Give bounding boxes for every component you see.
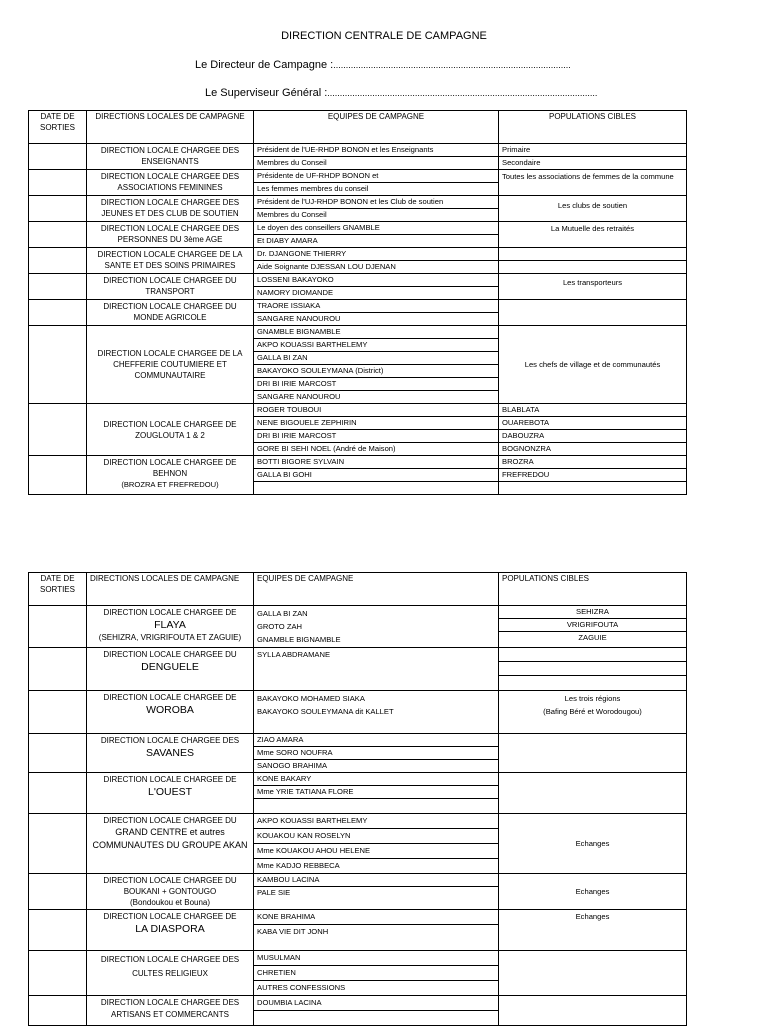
equipe-item: KABA VIE DIT JONH <box>257 927 329 936</box>
date-cell <box>29 222 87 248</box>
population-item: La Mutuelle des retraités <box>550 224 635 233</box>
equipes-cell <box>254 248 499 274</box>
equipe-item: DRI BI IRIE MARCOST <box>254 430 498 443</box>
direction-cell <box>87 874 254 910</box>
equipe-item: SANOGO BRAHIMA <box>257 761 328 770</box>
equipes-cell <box>254 691 499 734</box>
equipe-item: NENE BIGOUELE ZEPHIRIN <box>254 417 498 430</box>
equipes-cell <box>254 144 499 170</box>
direction-note: (SEHIZRA, VRIGRIFOUTA ET ZAGUIE) <box>98 633 242 642</box>
equipe-item: ROGER TOUBOUI <box>254 404 498 417</box>
date-cell <box>29 648 87 691</box>
equipe-item: Membres du Conseil <box>257 158 327 167</box>
equipe-item: KONE BRAHIMA <box>254 910 498 925</box>
equipe-item <box>254 799 498 813</box>
direction-cell <box>87 996 254 1026</box>
equipes-cell <box>254 326 499 404</box>
header-date: DATE DE SORTIES <box>29 111 87 144</box>
populations-cell <box>499 196 687 222</box>
direction-prefix: DIRECTION LOCALE CHARGEE DU <box>103 816 237 825</box>
equipes-cell <box>254 274 499 300</box>
direction-cell <box>87 773 254 814</box>
equipe-item: Présidente de UF-RHDP BONON et <box>254 170 498 183</box>
equipe-item: GORE BI SEHI NOEL (André de Maison) <box>257 444 396 453</box>
populations-cell <box>499 874 687 910</box>
population-item <box>499 676 686 689</box>
table-row <box>29 773 687 814</box>
population-item: Les trois régions <box>564 694 621 703</box>
equipe-item: KONE BAKARY <box>254 773 498 786</box>
equipe-item: BOTTI BIGORE SYLVAIN <box>254 456 498 469</box>
equipe-item: Mme YRIE TATIANA FLORE <box>254 786 498 799</box>
date-cell <box>29 456 87 495</box>
populations-cell <box>499 144 687 170</box>
population-item: Les transporteurs <box>562 278 623 287</box>
populations-cell <box>499 734 687 773</box>
date-cell <box>29 874 87 910</box>
table-row <box>29 874 687 910</box>
population-item: ZAGUIE <box>578 633 607 642</box>
populations-cell <box>499 996 687 1026</box>
direction-cell: DIRECTION LOCALE CHARGEE DE LA CHEFFERIE COUTUMIERE ET COMMUNAUTAIRE <box>87 326 254 404</box>
header-equipes: EQUIPES DE CAMPAGNE <box>254 111 499 144</box>
header-directions: DIRECTIONS LOCALES DE CAMPAGNE <box>87 573 254 606</box>
equipe-item: Mme KADJO REBBECA <box>257 861 340 870</box>
superviseur-label: Le Superviseur Général : <box>205 87 328 99</box>
direction-prefix: DIRECTION LOCALE CHARGEE DE <box>103 775 237 784</box>
population-item: BOGNONZRA <box>502 444 551 453</box>
direction-region: GRAND CENTRE et autres COMMUNAUTES DU GROUPE AKAN <box>92 827 248 850</box>
populations-cell <box>499 222 687 248</box>
equipe-item: GNAMBLE BIGNAMBLE <box>254 326 498 339</box>
table-row <box>29 606 687 648</box>
table-header-row <box>29 111 687 144</box>
equipes-cell <box>254 648 499 691</box>
direction-region: FLAYA <box>154 619 186 631</box>
population-item: Primaire <box>499 144 686 157</box>
date-cell <box>29 404 87 456</box>
equipes-cell <box>254 606 499 648</box>
direction-cell <box>87 814 254 874</box>
equipe-item: Mme SORO NOUFRA <box>254 747 498 760</box>
populations-cell <box>499 274 687 300</box>
direction-cell: DIRECTION LOCALE CHARGEE DE LA SANTE ET DES SOINS PRIMAIRES <box>87 248 254 274</box>
populations-cell <box>499 404 687 456</box>
equipes-cell <box>254 196 499 222</box>
direction-region: CULTES RELIGIEUX <box>132 969 208 978</box>
equipe-item: KOUAKOU KAN ROSELYN <box>254 829 498 844</box>
direction-region: SAVANES <box>145 747 195 759</box>
equipe-item: Dr. DJANGONE THIERRY <box>254 248 498 261</box>
equipe-item: DOUMBIA LACINA <box>254 996 498 1011</box>
header-equipes: EQUIPES DE CAMPAGNE <box>254 573 499 606</box>
population-item: Toutes les associations de femmes de la commune <box>502 172 674 181</box>
superviseur-line <box>205 87 597 99</box>
populations-cell <box>499 814 687 874</box>
date-cell <box>29 248 87 274</box>
direction-cell: DIRECTION LOCALE CHARGEE DES JEUNES ET DES CLUB DE SOUTIEN <box>87 196 254 222</box>
direction-prefix: DIRECTION LOCALE CHARGEE DE <box>103 608 237 617</box>
date-cell <box>29 326 87 404</box>
table-row <box>29 814 687 874</box>
date-cell <box>29 734 87 773</box>
direction-cell: DIRECTION LOCALE CHARGEE DES PERSONNES DU 3ème AGE <box>87 222 254 248</box>
table-row <box>29 648 687 691</box>
equipe-item: AKPO KOUASSI BARTHELEMY <box>254 814 498 829</box>
equipes-cell <box>254 170 499 196</box>
population-item: Echanges <box>575 839 610 848</box>
population-item: SEHIZRA <box>499 606 686 619</box>
header-populations: POPULATIONS CIBLES <box>499 111 687 144</box>
direction-cell <box>87 648 254 691</box>
equipes-cell <box>254 773 499 814</box>
directeur-label: Le Directeur de Campagne : <box>195 59 334 71</box>
table-row <box>29 222 687 248</box>
table-row <box>29 170 687 196</box>
table-row <box>29 196 687 222</box>
equipe-item: Président de l'UJ-RHDP BONON et les Club de soutien <box>254 196 498 209</box>
direction-prefix: DIRECTION LOCALE CHARGEE DES <box>100 736 240 745</box>
date-cell <box>29 144 87 170</box>
table-row <box>29 951 687 996</box>
table-row <box>29 144 687 170</box>
date-cell <box>29 910 87 951</box>
population-item: BROZRA <box>499 456 686 469</box>
direction-region: WOROBA <box>146 704 194 716</box>
header-date: DATE DE SORTIES <box>29 573 87 606</box>
equipe-item: GNAMBLE BIGNAMBLE <box>257 635 341 644</box>
population-item: FREFREDOU <box>499 469 686 482</box>
equipe-item: TRAORE ISSIAKA <box>254 300 498 313</box>
populations-cell <box>499 456 687 495</box>
equipe-item: Les femmes membres du conseil <box>257 184 369 193</box>
table-row <box>29 300 687 326</box>
population-item: Les clubs de soutien <box>557 201 628 210</box>
direction-prefix: DIRECTION LOCALE CHARGEE DE <box>103 693 237 702</box>
equipes-cell <box>254 222 499 248</box>
equipe-item: SANGARE NANOUROU <box>257 392 341 401</box>
date-cell <box>29 606 87 648</box>
direction-cell <box>87 734 254 773</box>
equipe-item: Membres du Conseil <box>257 210 327 219</box>
population-item <box>499 248 686 261</box>
page-title: DIRECTION CENTRALE DE CAMPAGNE <box>281 30 487 42</box>
equipe-item: AKPO KOUASSI BARTHELEMY <box>254 339 498 352</box>
equipes-cell <box>254 814 499 874</box>
date-cell <box>29 996 87 1026</box>
direction-region: DENGUELE <box>141 661 199 673</box>
direction-cell: DIRECTION LOCALE CHARGEE DES ENSEIGNANTS <box>87 144 254 170</box>
table-row <box>29 691 687 734</box>
population-item <box>499 648 686 662</box>
table-row <box>29 910 687 951</box>
equipe-item: GALLA BI ZAN <box>254 352 498 365</box>
populations-cell <box>499 951 687 996</box>
direction-cell: DIRECTION LOCALE CHARGEE DU MONDE AGRICOLE <box>87 300 254 326</box>
populations-cell <box>499 910 687 951</box>
date-cell <box>29 691 87 734</box>
date-cell <box>29 196 87 222</box>
table-row <box>29 248 687 274</box>
table-row <box>29 734 687 773</box>
table-row <box>29 996 687 1026</box>
direction-prefix: DIRECTION LOCALE CHARGEE DE <box>103 912 237 921</box>
equipe-item: CHRETIEN <box>254 966 498 981</box>
equipe-item: DRI BI IRIE MARCOST <box>254 378 498 391</box>
equipe-item: SYLLA ABDRAMANE <box>257 650 331 659</box>
equipes-cell <box>254 910 499 951</box>
direction-region: ARTISANS ET COMMERCANTS <box>111 1010 229 1019</box>
direction-region: BOUKANI + GONTOUGO <box>123 887 217 896</box>
population-item <box>499 662 686 676</box>
equipe-item <box>254 1011 498 1025</box>
equipe-item: GALLA BI ZAN <box>257 609 308 618</box>
date-cell <box>29 274 87 300</box>
equipes-cell <box>254 404 499 456</box>
population-item: Echanges <box>575 887 610 896</box>
equipe-item: AUTRES CONFESSIONS <box>257 983 346 992</box>
table-header-row <box>29 573 687 606</box>
populations-cell <box>499 606 687 648</box>
date-cell <box>29 773 87 814</box>
direction-prefix: DIRECTION LOCALE CHARGEE DES <box>100 998 240 1007</box>
direction-title: DIRECTION LOCALE CHARGEE DE BEHNON <box>103 458 237 478</box>
direction-note: (Bondoukou et Bouna) <box>129 898 211 907</box>
equipe-item: Président de l'UE-RHDP BONON et les Enseignants <box>254 144 498 157</box>
campaign-table-2 <box>28 572 687 1026</box>
population-item: Echanges <box>575 912 610 921</box>
equipe-item: Et DIABY AMARA <box>257 236 318 245</box>
population-item: (Bafing Béré et Worodougou) <box>543 707 642 716</box>
equipe-item: BAKAYOKO SOULEYMANA (District) <box>254 365 498 378</box>
population-item: Secondaire <box>502 158 541 167</box>
direction-note: (BROZRA ET FREFREDOU) <box>121 480 219 489</box>
populations-cell <box>499 170 687 196</box>
date-cell <box>29 951 87 996</box>
table-row <box>29 404 687 456</box>
equipe-item: SANGARE NANOUROU <box>257 314 341 323</box>
equipe-item: MUSULMAN <box>254 951 498 966</box>
population-item: DABOUZRA <box>499 430 686 443</box>
population-item: VRIGRIFOUTA <box>499 619 686 632</box>
date-cell <box>29 814 87 874</box>
equipe-item: Le doyen des conseillers GNAMBLE <box>254 222 498 235</box>
direction-prefix: DIRECTION LOCALE CHARGEE DES <box>100 955 240 964</box>
populations-cell <box>499 648 687 691</box>
equipes-cell <box>254 996 499 1026</box>
equipe-item: PALE SIE <box>257 888 291 897</box>
direction-cell: DIRECTION LOCALE CHARGEE DE ZOUGLOUTA 1 & 2 <box>87 404 254 456</box>
population-item: OUAREBOTA <box>499 417 686 430</box>
direction-prefix: DIRECTION LOCALE CHARGEE DU <box>103 650 237 659</box>
equipes-cell <box>254 874 499 910</box>
date-cell <box>29 300 87 326</box>
header-directions: DIRECTIONS LOCALES DE CAMPAGNE <box>87 111 254 144</box>
direction-region: L'OUEST <box>147 786 192 798</box>
population-item <box>499 482 686 494</box>
directeur-dots: ............................................................................................... <box>333 60 571 70</box>
equipe-item: KAMBOU LACINA <box>254 874 498 887</box>
direction-cell: DIRECTION LOCALE CHARGEE DES ASSOCIATIONS FEMININES <box>87 170 254 196</box>
populations-cell <box>499 300 687 326</box>
equipe-item: BAKAYOKO MOHAMED SIAKA <box>257 694 365 703</box>
directeur-line <box>195 59 571 71</box>
direction-prefix: DIRECTION LOCALE CHARGEE DU <box>103 876 237 885</box>
equipe-item <box>254 482 498 494</box>
population-item <box>499 261 686 273</box>
equipes-cell <box>254 951 499 996</box>
populations-cell <box>499 691 687 734</box>
direction-cell <box>87 910 254 951</box>
campaign-table-1 <box>28 110 687 495</box>
equipe-item: NAMORY DIOMANDE <box>257 288 334 297</box>
equipe-item: ZIAO AMARA <box>254 734 498 747</box>
equipes-cell <box>254 734 499 773</box>
populations-cell <box>499 773 687 814</box>
direction-cell: DIRECTION LOCALE CHARGEE DU TRANSPORT <box>87 274 254 300</box>
direction-cell <box>87 691 254 734</box>
table-row <box>29 274 687 300</box>
direction-cell <box>87 456 254 495</box>
equipe-item: GALLA BI GOHI <box>254 469 498 482</box>
table-row <box>29 456 687 495</box>
equipe-item: BAKAYOKO SOULEYMANA dit KALLET <box>257 707 394 716</box>
equipe-item: GROTO ZAH <box>257 622 303 631</box>
equipes-cell <box>254 300 499 326</box>
superviseur-dots: ............................................................................................................ <box>327 88 598 98</box>
populations-cell <box>499 248 687 274</box>
equipe-item: Mme KOUAKOU AHOU HELENE <box>254 844 498 859</box>
header-populations: POPULATIONS CIBLES <box>499 573 687 606</box>
equipe-item: Aide Soignante DJESSAN LOU DJENAN <box>257 262 396 271</box>
direction-cell <box>87 606 254 648</box>
date-cell <box>29 170 87 196</box>
equipe-item: LOSSENI BAKAYOKO <box>254 274 498 287</box>
population-item: Les chefs de village et de communautés <box>524 360 661 369</box>
populations-cell <box>499 326 687 404</box>
direction-cell <box>87 951 254 996</box>
direction-region: LA DIASPORA <box>135 923 205 935</box>
equipes-cell <box>254 456 499 495</box>
table-row <box>29 326 687 404</box>
population-item: BLABLATA <box>499 404 686 417</box>
